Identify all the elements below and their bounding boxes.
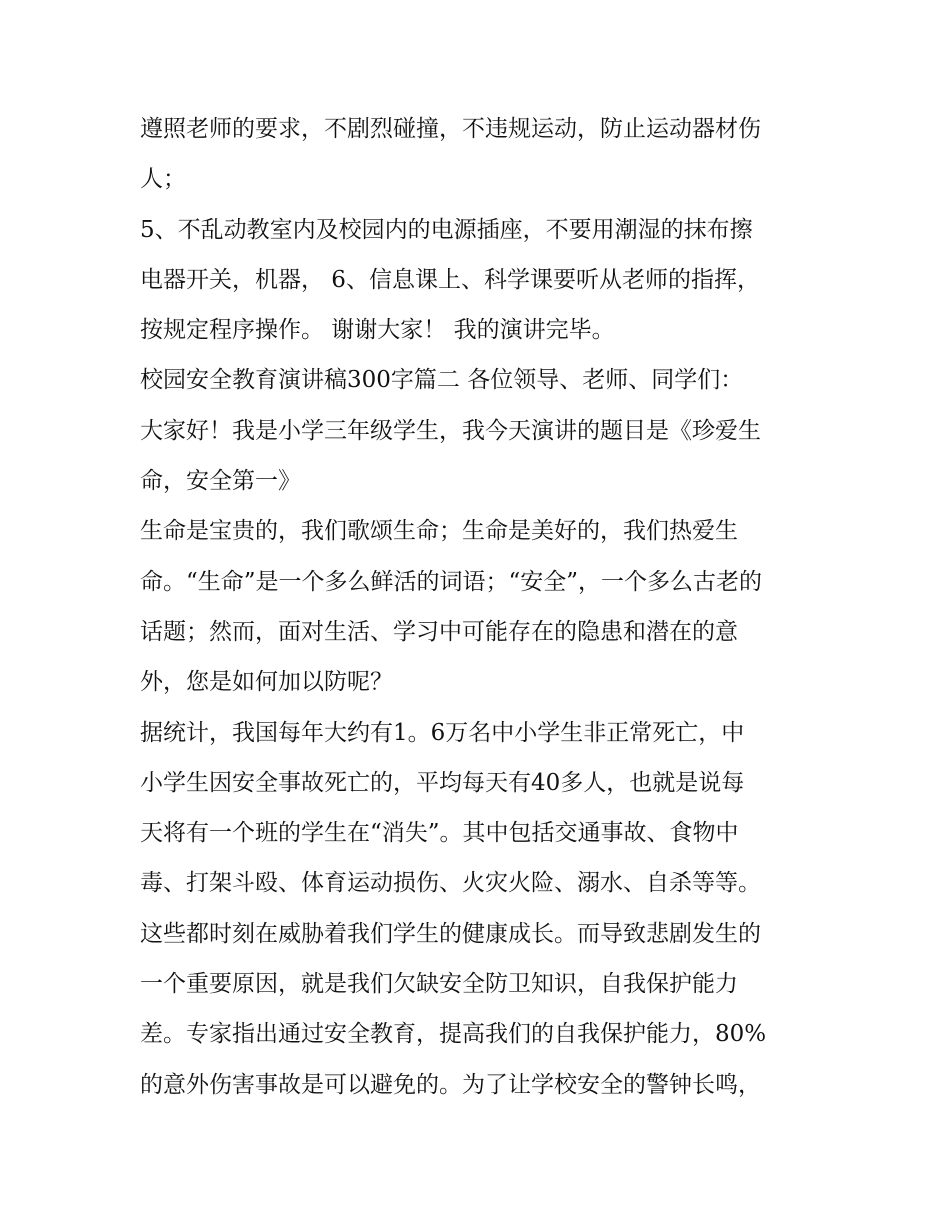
text-line: 命。“生命”是一个多么鲜活的词语；“安全”，一个多么古老的: [140, 568, 763, 595]
text-line: 差。专家指出通过安全教育，提高我们的自我保护能力，80%: [140, 1021, 767, 1048]
text-line: 按规定程序操作。 谢谢大家！ 我的演讲完毕。: [140, 317, 615, 344]
text-line: 命，安全第一》: [140, 468, 301, 495]
text-line: 大家好！我是小学三年级学生，我今天演讲的题目是《珍爱生: [140, 417, 761, 444]
text-line: 话题；然而，面对生活、学习中可能存在的隐患和潜在的意: [140, 618, 738, 645]
text-line: 小学生因安全事故死亡的，平均每天有40多人，也就是说每: [140, 769, 745, 796]
text-line: 据统计，我国每年大约有1。6万名中小学生非正常死亡，中: [140, 719, 745, 746]
document-body: [140, 104, 820, 1110]
text-line: 校园安全教育演讲稿300字篇二 各位领导、老师、同学们：: [140, 367, 744, 394]
text-line: 人；: [140, 166, 186, 193]
text-line: 外，您是如何加以防呢？: [140, 669, 393, 696]
text-line: 电器开关，机器， 6、信息课上、科学课要听从老师的指挥，: [140, 266, 760, 293]
text-line: 5、不乱动教室内及校园内的电源插座，不要用潮湿的抹布擦: [140, 216, 753, 243]
text-line: 生命是宝贵的，我们歌颂生命；生命是美好的，我们热爱生: [140, 518, 738, 545]
text-line: 天将有一个班的学生在“消失”。其中包括交通事故、食物中: [140, 820, 739, 847]
text-line: 毒、打架斗殴、体育运动损伤、火灾火险、溺水、自杀等等。: [140, 870, 761, 897]
text-line: 这些都时刻在威胁着我们学生的健康成长。而导致悲剧发生的: [140, 920, 761, 947]
text-line: 遵照老师的要求，不剧烈碰撞，不违规运动，防止运动器材伤: [140, 116, 761, 142]
text-line: 的意外伤害事故是可以避免的。为了让学校安全的警钟长鸣，: [140, 1071, 761, 1098]
text-line: 一个重要原因，就是我们欠缺安全防卫知识，自我保护能力: [140, 971, 738, 998]
